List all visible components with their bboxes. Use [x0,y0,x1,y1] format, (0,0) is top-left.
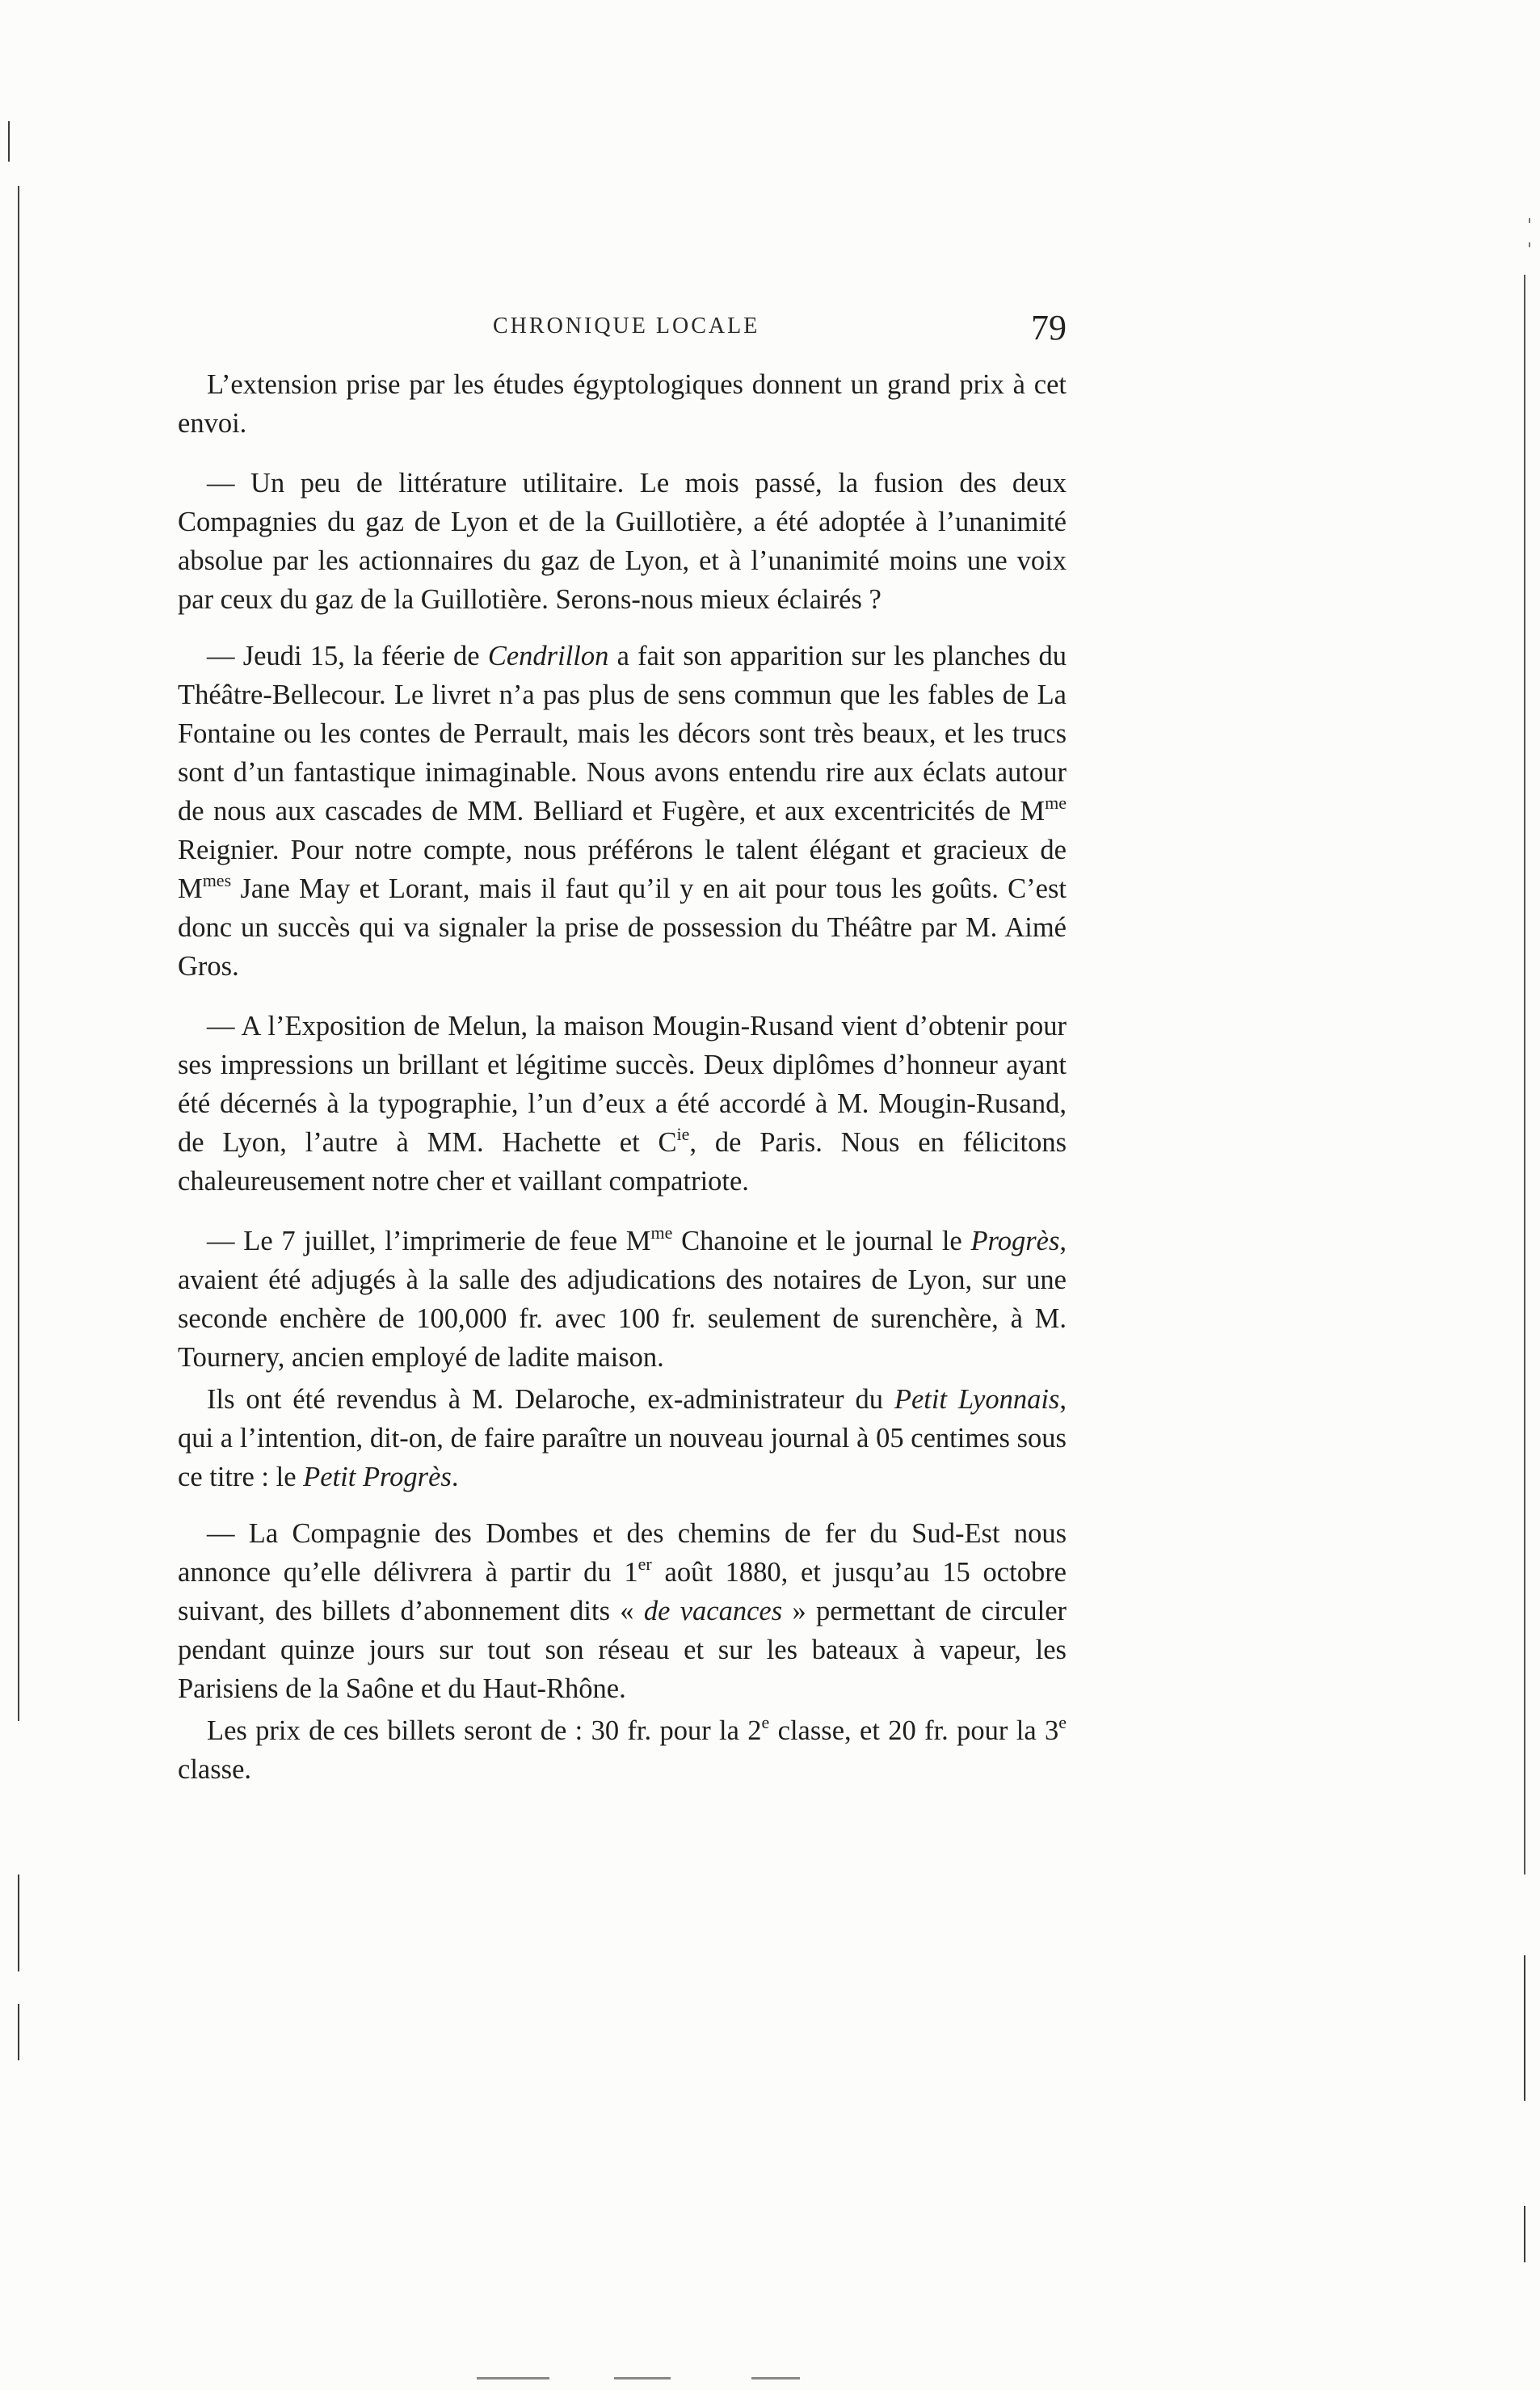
paragraph-text: — Le 7 juillet, l’imprimerie de feue M [207,1226,651,1256]
bottom-scan-mark-1 [477,2377,549,2379]
paragraph-melun-exposition [178,1007,1067,1201]
paragraph-delaroche [178,1380,1067,1496]
newspaper-title-progres: Progrès [970,1226,1060,1256]
ticket-name-vacances: de vacances [643,1596,783,1626]
paragraph-text: , avaient été adjugés à la salle des adjudications des notaires de Lyon, sur une seconde enchère de 100,000 fr. avec 100 fr. seulement de surenchère, à M. Tournery, ancien employé de ladite maison. [178,1226,1067,1373]
running-head [178,307,1067,364]
paragraph-text: août 1880, et jusqu’au 15 octobre suivant, des billets d’abonnement dits « [178,1557,1067,1626]
paragraph-text: Chanoine et le journal le [672,1226,971,1256]
paragraph-gas-merger [178,464,1067,619]
work-title-cendrillon: Cendrillon [487,641,609,671]
superscript: er [637,1553,652,1574]
paragraph-text: Les prix de ces billets seront de : 30 fr. pour la 2 [207,1715,762,1746]
paragraph-text: a fait son apparition sur les planches du Théâtre-Bellecour. Le livret n’a pas plus de sens commun que les fables de La Fontaine ou les contes de Perrault, mais les décors sont très beaux, et les trucs sont d’un fantastique inimaginable. Nous avons entendu rire aux éclats autour de nous aux cascades de MM. Belliard et Fugère, et aux excentricités de M [178,641,1067,827]
left-edge-mark-1 [8,121,10,162]
paragraph-text: L’extension prise par les études égyptologiques donnent un grand prix à cet envoi. [178,369,1067,439]
paragraph-ticket-prices [178,1711,1067,1789]
paragraph-text: , de Paris. Nous en félicitons chaleureusement notre cher et vaillant compatriote. [178,1127,1067,1197]
paragraph-text: — Jeudi 15, la féerie de [207,641,488,671]
paragraph-text: — Un peu de littérature utilitaire. Le mois passé, la fusion des deux Compagnies du gaz de Lyon et de la Guillotière, a été adoptée à l’unanimité absolue par les actionnaires du gaz de Lyon, et à l’unanimité moins une voix par ceux du gaz de la Guillotière. Serons-nous mieux éclairés ? [178,468,1067,615]
right-edge-mark-2 [1524,1955,1525,2101]
left-edge-mark-3 [18,1875,19,1971]
newspaper-title-petit-lyonnais: Petit Lyonnais [894,1384,1060,1415]
superscript: e [761,1711,770,1732]
paragraph-text: , qui a l’intention, dit-on, de faire paraître un nouveau journal à 05 centimes sous ce titre : le [178,1384,1067,1492]
superscript: e [1058,1711,1067,1732]
bottom-scan-mark-2 [614,2377,671,2379]
bottom-scan-mark-3 [751,2377,800,2379]
left-edge-mark-2 [18,186,19,1721]
chronicle-body [178,365,1067,1789]
running-title: CHRONIQUE LOCALE [493,313,760,339]
superscript: mes [202,869,232,890]
right-edge-mark-3 [1524,2206,1525,2262]
right-edge-dot-2 [1529,242,1530,247]
paragraph-text: » permettant de circuler pendant quinze jours sur tout son réseau et sur les bateaux à vapeur, les Parisiens de la Saône et du Haut-Rhône. [178,1596,1067,1704]
paragraph-text: — A l’Exposition de Melun, la maison Mougin-Rusand vient d’obtenir pour ses impressions un brillant et légitime succès. Deux diplômes d’honneur ayant été décernés à la typographie, l’un d’eux a été accordé à M. Mougin-Rusand, de Lyon, l’autre à MM. Hachette et C [178,1011,1067,1158]
paragraph-text: Reignier. Pour notre compte, nous préférons le talent élégant et gracieux de M [178,835,1067,904]
paragraph-text: . [451,1462,459,1492]
newspaper-title-petit-progres: Petit Progrès [303,1462,452,1492]
paragraph-text: — La Compagnie des Dombes et des chemins de fer du Sud-Est nous annonce qu’elle délivrera à partir du 1 [178,1518,1067,1588]
superscript: me [650,1222,673,1243]
paragraph-text: Jane May et Lorant, mais il faut qu’il y en ait pour tous les goûts. C’est donc un succès qui va signaler la prise de possession du Théâtre par M. Aimé Gros. [178,873,1067,982]
paragraph-cendrillon [178,637,1067,986]
page-number: 79 [1031,308,1067,347]
left-edge-mark-4 [18,2004,19,2060]
paragraph-imprimerie-chanoine [178,1222,1067,1377]
superscript: ie [676,1123,690,1144]
superscript: me [1045,792,1067,813]
paragraph-egyptology [178,365,1067,443]
paragraph-text: classe, et 20 fr. pour la 3 [769,1715,1059,1746]
right-edge-dot-1 [1529,218,1530,223]
right-edge-mark-1 [1524,275,1525,1875]
paragraph-dombes-railway [178,1514,1067,1708]
paragraph-text: classe. [178,1754,252,1785]
paragraph-text: Ils ont été revendus à M. Delaroche, ex-administrateur du [207,1384,894,1415]
